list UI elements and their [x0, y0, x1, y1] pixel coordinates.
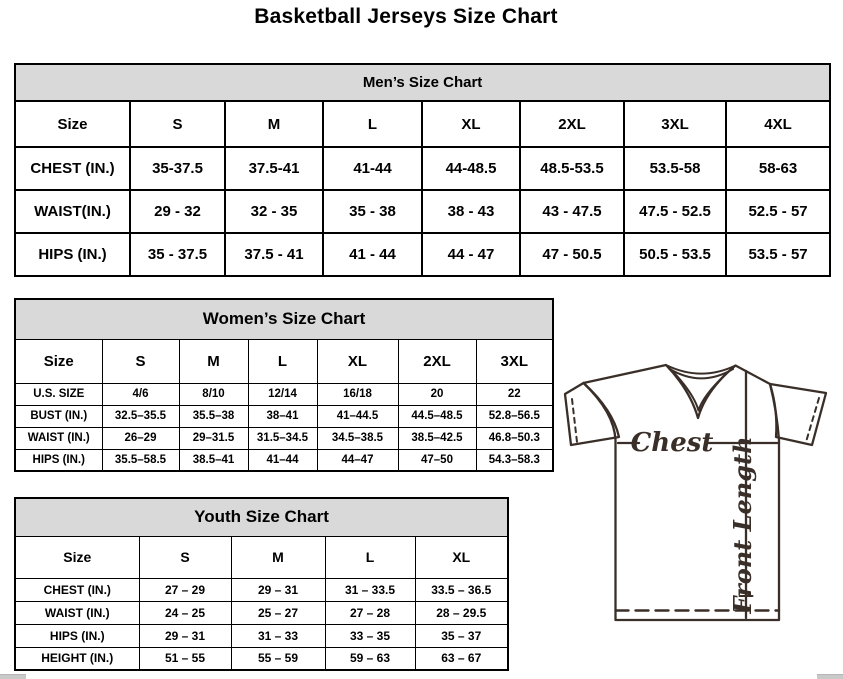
value-cell: 33 – 35 — [325, 624, 415, 647]
row-label-cell: CHEST (IN.) — [15, 578, 139, 601]
value-cell: 31 – 33 — [231, 624, 325, 647]
youth-table-title: Youth Size Chart — [15, 498, 508, 536]
value-cell: 32 - 35 — [225, 190, 323, 233]
value-cell: 53.5 - 57 — [726, 233, 830, 276]
value-cell: 33.5 – 36.5 — [415, 578, 508, 601]
value-cell: 35 - 37.5 — [130, 233, 225, 276]
value-cell: 35.5–38 — [179, 405, 248, 427]
table-row — [15, 647, 508, 670]
value-cell: 29 - 32 — [130, 190, 225, 233]
column-header: L — [323, 101, 422, 147]
column-header: S — [102, 339, 179, 383]
column-header: 3XL — [624, 101, 726, 147]
table-row — [15, 624, 508, 647]
value-cell: 32.5–35.5 — [102, 405, 179, 427]
row-label-cell: BUST (IN.) — [15, 405, 102, 427]
value-cell: 47–50 — [398, 449, 476, 471]
column-header: M — [225, 101, 323, 147]
table-row — [15, 449, 553, 471]
table-row — [15, 427, 553, 449]
value-cell: 37.5-41 — [225, 147, 323, 190]
value-cell: 54.3–58.3 — [476, 449, 553, 471]
value-cell: 44 - 47 — [422, 233, 520, 276]
table-row — [15, 383, 553, 405]
womens-table-body — [15, 339, 553, 471]
row-label-cell: WAIST (IN.) — [15, 601, 139, 624]
value-cell: 35 – 37 — [415, 624, 508, 647]
value-cell: 52.5 - 57 — [726, 190, 830, 233]
front-length-measurement-label: Front Length — [728, 436, 757, 614]
row-label-cell: HEIGHT (IN.) — [15, 647, 139, 670]
value-cell: 41–44.5 — [317, 405, 398, 427]
chest-measurement-label: Chest — [630, 428, 714, 458]
value-cell: 37.5 - 41 — [225, 233, 323, 276]
value-cell: 31 – 33.5 — [325, 578, 415, 601]
value-cell: 38.5–42.5 — [398, 427, 476, 449]
value-cell: 63 – 67 — [415, 647, 508, 670]
column-header-row — [15, 101, 830, 147]
value-cell: 53.5-58 — [624, 147, 726, 190]
value-cell: 34.5–38.5 — [317, 427, 398, 449]
column-header: 3XL — [476, 339, 553, 383]
value-cell: 29 – 31 — [231, 578, 325, 601]
column-header: S — [139, 536, 231, 578]
value-cell: 58-63 — [726, 147, 830, 190]
column-header: L — [248, 339, 317, 383]
value-cell: 27 – 29 — [139, 578, 231, 601]
row-label-cell: HIPS (IN.) — [15, 449, 102, 471]
size-header: Size — [15, 101, 130, 147]
size-header: Size — [15, 339, 102, 383]
womens-table-title: Women’s Size Chart — [15, 299, 553, 339]
value-cell: 38 - 43 — [422, 190, 520, 233]
column-header-row — [15, 339, 553, 383]
value-cell: 38.5–41 — [179, 449, 248, 471]
value-cell: 24 – 25 — [139, 601, 231, 624]
column-header: M — [231, 536, 325, 578]
value-cell: 26–29 — [102, 427, 179, 449]
value-cell: 35.5–58.5 — [102, 449, 179, 471]
table-row — [15, 233, 830, 276]
value-cell: 27 – 28 — [325, 601, 415, 624]
table-title-row — [15, 64, 830, 101]
table-title-row — [15, 299, 553, 339]
column-header: 2XL — [520, 101, 624, 147]
page-title: Basketball Jerseys Size Chart — [254, 5, 558, 28]
table-title-row — [15, 498, 508, 536]
value-cell: 44-48.5 — [422, 147, 520, 190]
column-header: XL — [422, 101, 520, 147]
value-cell: 12/14 — [248, 383, 317, 405]
value-cell: 29–31.5 — [179, 427, 248, 449]
row-label-cell: U.S. SIZE — [15, 383, 102, 405]
jersey-measurement-diagram — [555, 352, 839, 632]
womens-size-table — [14, 298, 554, 472]
value-cell: 16/18 — [317, 383, 398, 405]
value-cell: 41 - 44 — [323, 233, 422, 276]
value-cell: 47.5 - 52.5 — [624, 190, 726, 233]
value-cell: 20 — [398, 383, 476, 405]
column-header: 4XL — [726, 101, 830, 147]
column-header: XL — [317, 339, 398, 383]
row-label-cell: HIPS (IN.) — [15, 624, 139, 647]
value-cell: 44.5–48.5 — [398, 405, 476, 427]
value-cell: 43 - 47.5 — [520, 190, 624, 233]
row-label-cell: WAIST (IN.) — [15, 427, 102, 449]
value-cell: 59 – 63 — [325, 647, 415, 670]
value-cell: 29 – 31 — [139, 624, 231, 647]
value-cell: 25 – 27 — [231, 601, 325, 624]
row-label-cell: WAIST(IN.) — [15, 190, 130, 233]
table-row — [15, 578, 508, 601]
value-cell: 8/10 — [179, 383, 248, 405]
value-cell: 35 - 38 — [323, 190, 422, 233]
column-header: XL — [415, 536, 508, 578]
table-row — [15, 190, 830, 233]
value-cell: 28 – 29.5 — [415, 601, 508, 624]
value-cell: 50.5 - 53.5 — [624, 233, 726, 276]
table-row — [15, 405, 553, 427]
value-cell: 31.5–34.5 — [248, 427, 317, 449]
value-cell: 44–47 — [317, 449, 398, 471]
mens-size-table — [14, 63, 831, 277]
mens-table-body — [15, 101, 830, 276]
column-header: L — [325, 536, 415, 578]
scrollbar-fragment-right[interactable] — [817, 674, 843, 679]
value-cell: 55 – 59 — [231, 647, 325, 670]
column-header-row — [15, 536, 508, 578]
youth-size-table — [14, 497, 509, 671]
table-row — [15, 601, 508, 624]
value-cell: 35-37.5 — [130, 147, 225, 190]
value-cell: 48.5-53.5 — [520, 147, 624, 190]
value-cell: 41-44 — [323, 147, 422, 190]
value-cell: 46.8–50.3 — [476, 427, 553, 449]
size-header: Size — [15, 536, 139, 578]
youth-table-body — [15, 536, 508, 670]
row-label-cell: HIPS (IN.) — [15, 233, 130, 276]
column-header: M — [179, 339, 248, 383]
scrollbar-fragment-left[interactable] — [0, 674, 26, 679]
value-cell: 52.8–56.5 — [476, 405, 553, 427]
value-cell: 38–41 — [248, 405, 317, 427]
value-cell: 22 — [476, 383, 553, 405]
value-cell: 4/6 — [102, 383, 179, 405]
mens-table-title: Men’s Size Chart — [15, 64, 830, 101]
column-header: 2XL — [398, 339, 476, 383]
jersey-outline-icon — [555, 352, 839, 632]
column-header: S — [130, 101, 225, 147]
value-cell: 51 – 55 — [139, 647, 231, 670]
row-label-cell: CHEST (IN.) — [15, 147, 130, 190]
table-row — [15, 147, 830, 190]
value-cell: 41–44 — [248, 449, 317, 471]
value-cell: 47 - 50.5 — [520, 233, 624, 276]
